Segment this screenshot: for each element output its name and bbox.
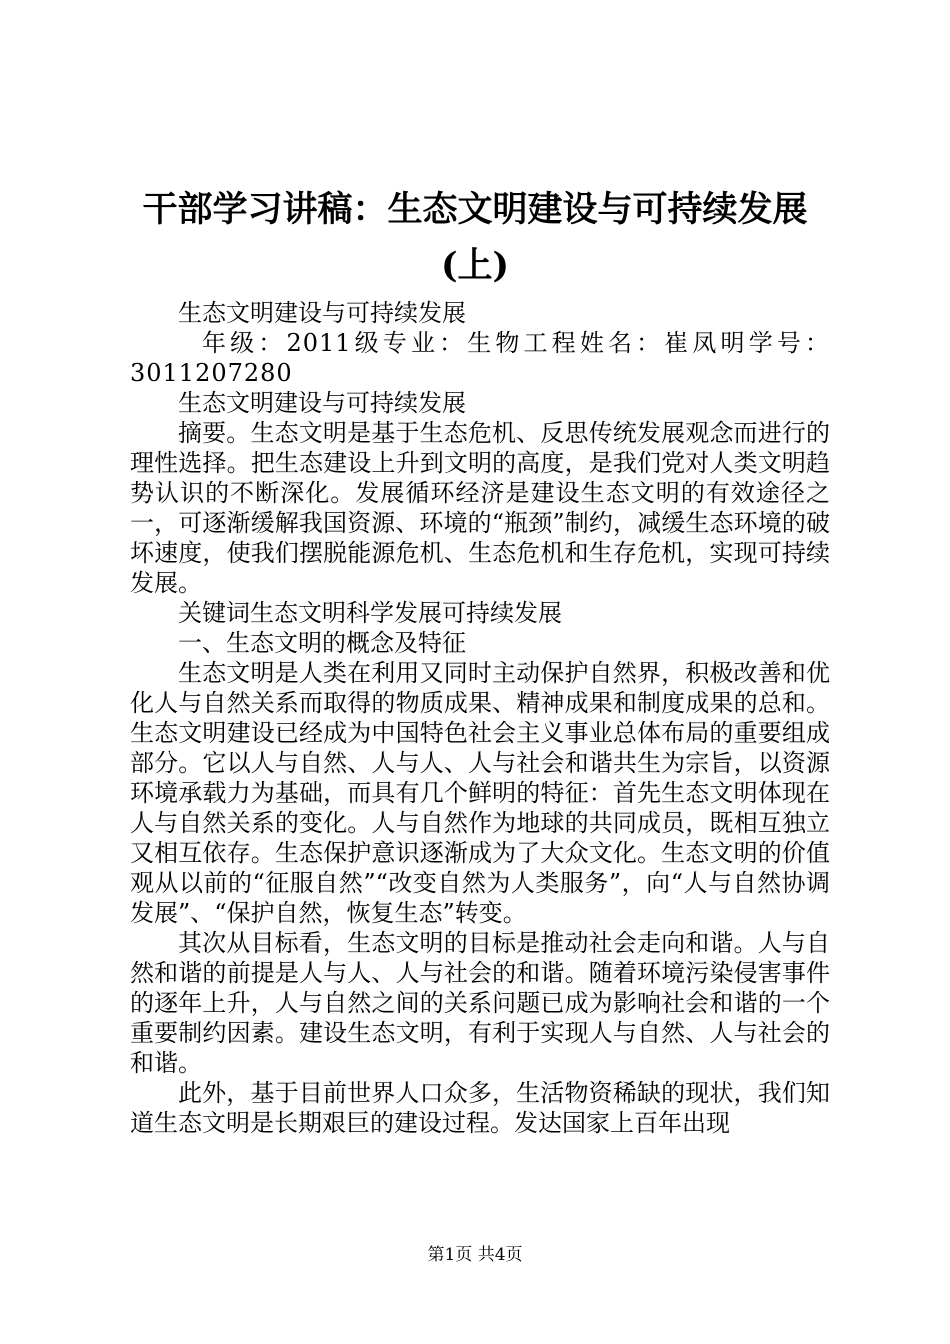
section-heading: 一、生态文明的概念及特征 <box>178 629 466 657</box>
student-info-paragraph: 年级：2011级专业：生物工程姓名：崔凤明学号：3011207280 <box>130 329 830 387</box>
keywords-paragraph: 关键词生态文明科学发展可持续发展 <box>178 599 562 627</box>
subtitle-paragraph: 生态文明建设与可持续发展 <box>178 299 466 327</box>
document-title: 干部学习讲稿：生态文明建设与可持续发展 <box>142 189 808 230</box>
subtitle-repeat-paragraph: 生态文明建设与可持续发展 <box>178 389 466 417</box>
document-body <box>130 298 830 1138</box>
abstract-paragraph: 摘要。生态文明是基于生态危机、反思传统发展观念而进行的理性选择。把生态建设上升到文明的高度，是我们党对人类文明趋势认识的不断深化。发展循环经济是建设生态文明的有效途径之一，可逐渐缓解我国资源、环境的“瓶颈”制约，减缓生态环境的破坏速度，使我们摆脱能源危机、生态危机和生存危机，实现可持续发展。 <box>130 419 830 597</box>
page-footer: 第1页 共4页 <box>427 1245 523 1265</box>
document-title-continuation: (上) <box>440 245 510 286</box>
body-paragraph: 此外，基于目前世界人口众多，生活物资稀缺的现状，我们知道生态文明是长期艰巨的建设过程。发达国家上百年出现 <box>130 1079 830 1137</box>
body-paragraph: 其次从目标看，生态文明的目标是推动社会走向和谐。人与自然和谐的前提是人与人、人与社会的和谐。随着环境污染侵害事件的逐年上升，人与自然之间的关系问题已成为影响社会和谐的一个重要制约因素。建设生态文明，有利于实现人与自然、人与社会的和谐。 <box>130 929 830 1077</box>
body-paragraph: 生态文明是人类在利用又同时主动保护自然界，积极改善和优化人与自然关系而取得的物质成果、精神成果和制度成果的总和。生态文明建设已经成为中国特色社会主义事业总体布局的重要组成部分。它以人与自然、人与人、人与社会和谐共生为宗旨，以资源环境承载力为基础，而具有几个鲜明的特征：首先生态文明体现在人与自然关系的变化。人与自然作为地球的共同成员，既相互独立又相互依存。生态保护意识逐渐成为了大众文化。生态文明的价值观从以前的“征服自然”“改变自然为人类服务”，向“人与自然协调发展”、“保护自然，恢复生态”转变。 <box>130 659 830 927</box>
